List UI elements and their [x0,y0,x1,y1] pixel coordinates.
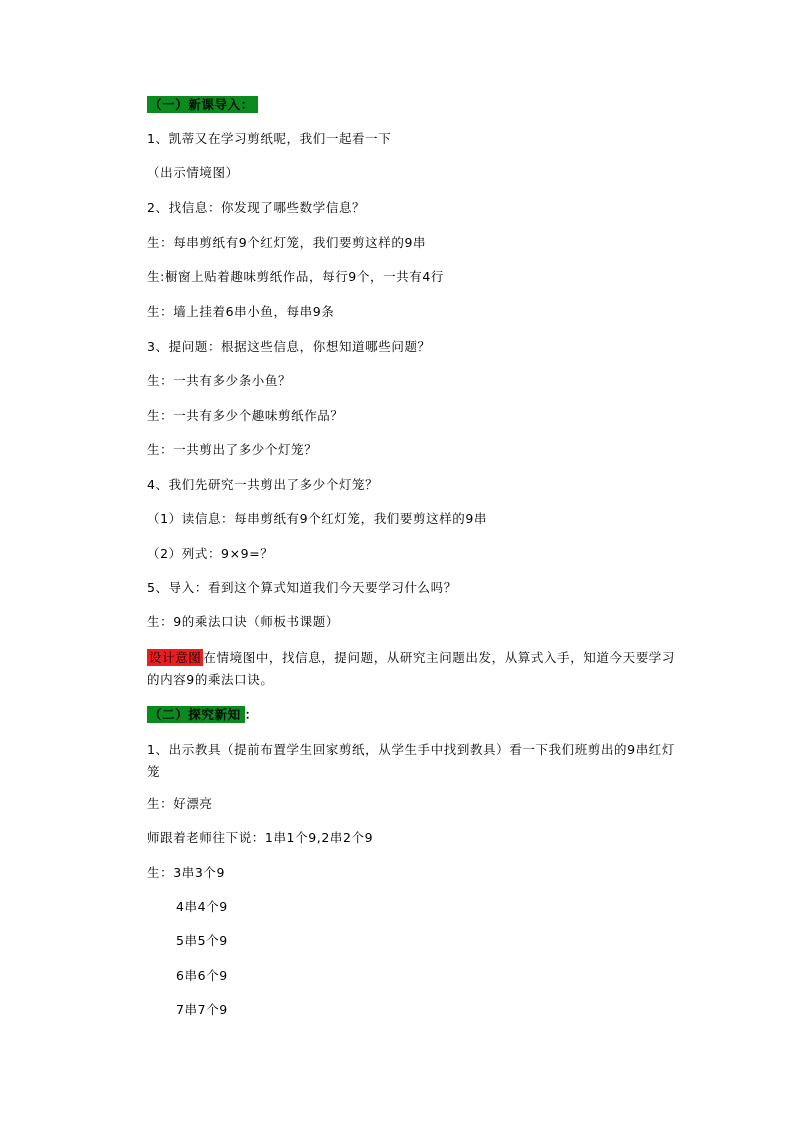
paragraph: （2）列式：9×9=？ [147,546,274,561]
paragraph: （出示情境图） [147,165,239,180]
paragraph: 生：墙上挂着6串小鱼，每串9条 [147,304,335,319]
paragraph: 生：一共剪出了多少个灯笼？ [147,442,318,457]
paragraph: 1、出示教具（提前布置学生回家剪纸，从学生手中找到教具）看一下我们班剪出的9串红灯笼 [147,742,676,779]
design-intent-text: 在情境图中，找信息，提问题，从研究主问题出发，从算式入手，知道今天要学习的内容9的乘法口诀。 [147,650,676,687]
section2-heading-suffix: ： [244,707,258,722]
design-intent-paragraph [147,647,677,691]
section1-heading [147,97,258,113]
paragraph-indented: 5串5个9 [176,933,228,948]
paragraph: 1、凯蒂又在学习剪纸呢，我们一起看一下 [147,131,392,146]
section2-heading [147,707,258,723]
paragraph-indented: 7串7个9 [176,1002,228,1017]
paragraph: 3、提问题：根据这些信息，你想知道哪些问题？ [147,339,431,354]
section2-heading-text: （二）探究新知 [147,706,245,723]
paragraph: 生:橱窗上贴着趣味剪纸作品，每行9个，一共有4行 [147,269,445,284]
paragraph: 生：3串3个9 [147,865,226,880]
paragraph: 生：每串剪纸有9个红灯笼，我们要剪这样的9串 [147,235,427,250]
paragraph: 5、导入：看到这个算式知道我们今天要学习什么吗？ [147,580,457,595]
paragraph: 2、找信息：你发现了哪些数学信息？ [147,200,366,215]
paragraph: 生：一共有多少条小鱼？ [147,373,292,388]
paragraph: 生：好漂亮 [147,796,213,811]
paragraph: （1）读信息：每串剪纸有9个红灯笼，我们要剪这样的9串 [147,511,488,526]
paragraph: 生：9的乘法口诀（师板书课题） [147,614,339,629]
paragraph: 4、我们先研究一共剪出了多少个灯笼？ [147,477,379,492]
design-intent-label: 设计意图 [149,650,202,665]
section1-heading-text: （一）新课导入： [147,96,258,113]
paragraph-indented: 6串6个9 [176,968,228,983]
paragraph: 生：一共有多少个趣味剪纸作品？ [147,408,344,423]
paragraph-indented: 4串4个9 [176,899,228,914]
paragraph: 师跟着老师往下说：1串1个9,2串2个9 [147,830,374,845]
